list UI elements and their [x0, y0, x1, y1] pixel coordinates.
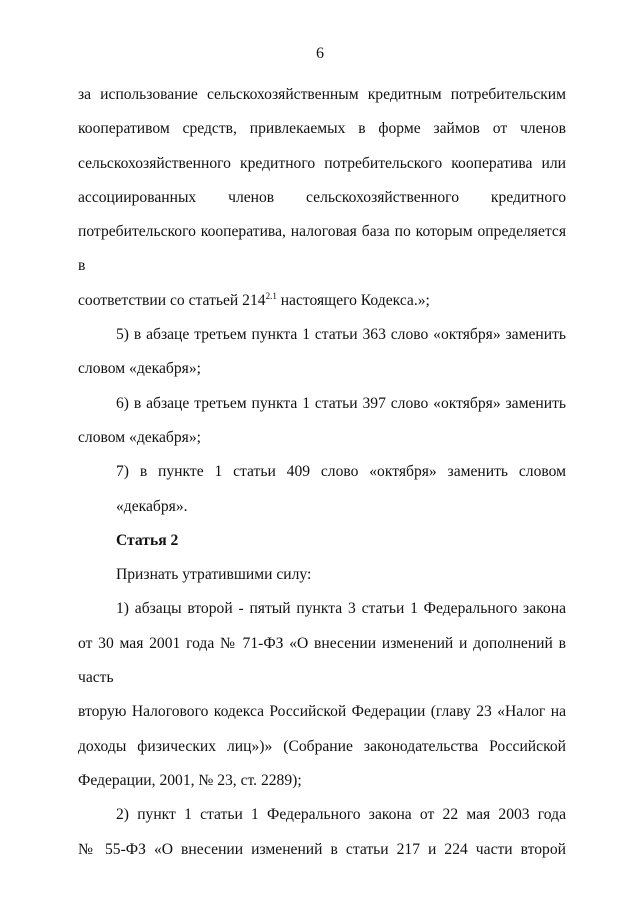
- text-line: 2) пункт 1 статьи 1 Федерального закона от 22 мая 2003 года: [116, 806, 566, 824]
- article-title: Статья 2: [116, 531, 179, 549]
- article-item-2: [78, 798, 566, 867]
- text-line: от 30 мая 2001 года № 71-ФЗ «О внесении изменений и дополнений в часть: [78, 634, 566, 687]
- article-heading: [78, 524, 566, 558]
- text-line: словом «декабря»;: [78, 360, 201, 378]
- text-line: 1) абзацы второй - пятый пункта 3 статьи 1 Федерального закона: [116, 600, 566, 618]
- superscript: 2.1: [265, 290, 277, 301]
- item-6: [78, 387, 566, 456]
- page-number: 6: [316, 45, 324, 62]
- text-line: Федерации, 2001, № 23, ст. 2289);: [78, 771, 302, 789]
- document-body: [78, 78, 566, 867]
- article-item-1: [78, 592, 566, 798]
- text-line: вторую Налогового кодекса Российской Федерации (главу 23 «Налог на: [78, 703, 566, 721]
- paragraph-continuation: [78, 78, 566, 318]
- text-fragment: соответствии со статьей 214: [78, 291, 266, 309]
- text-line: 5) в абзаце третьем пункта 1 статьи 363 слово «октября» заменить: [116, 326, 566, 344]
- text-line: 7) в пункте 1 статьи 409 слово «октября» заменить словом «декабря».: [116, 463, 566, 515]
- text-line: 6) в абзаце третьем пункта 1 статьи 397 слово «октября» заменить: [116, 394, 566, 412]
- item-7: [78, 455, 566, 524]
- text-line: доходы физических лиц»)» (Собрание законодательства Российской: [78, 737, 566, 755]
- article-intro: [78, 558, 566, 592]
- text-line: словом «декабря»;: [78, 428, 201, 446]
- text-line: Признать утратившими силу:: [116, 566, 312, 584]
- text-line: [78, 284, 566, 318]
- text-line: потребительского кооператива, налоговая база по которым определяется в: [78, 223, 566, 275]
- text-fragment: настоящего Кодекса.»;: [276, 291, 430, 309]
- text-line: ассоциированных членов сельскохозяйственного кредитного: [78, 188, 566, 206]
- text-line: № 55-ФЗ «О внесении изменений в статьи 217 и 224 части второй: [78, 840, 566, 858]
- text-line: за использование сельскохозяйственным кредитным потребительским: [78, 86, 566, 103]
- text-line: кооперативом средств, привлекаемых в форме займов от членов: [78, 120, 566, 138]
- item-5: [78, 318, 566, 387]
- text-line: сельскохозяйственного кредитного потребительского кооператива или: [78, 154, 566, 172]
